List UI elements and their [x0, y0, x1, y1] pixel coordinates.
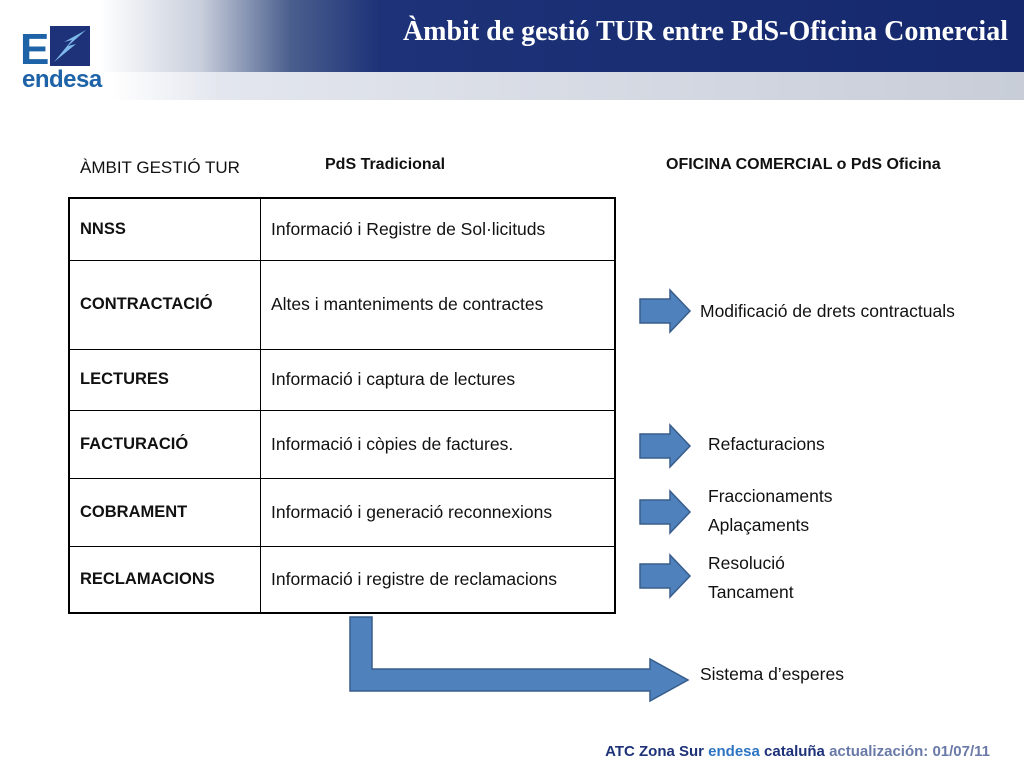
row-key: COBRAMENT: [69, 478, 261, 546]
row-key: LECTURES: [69, 349, 261, 410]
page-title: Àmbit de gestió TUR entre PdS-Oficina Comercial: [402, 16, 1008, 47]
row-value: Informació i registre de reclamacions: [261, 546, 616, 613]
oficina-reclamacions-1: Resolució: [708, 553, 785, 573]
column-heading-oficina: OFICINA COMERCIAL o PdS Oficina: [666, 156, 941, 173]
arrow-right-icon: [640, 290, 690, 332]
oficina-contractacio: Modificació de drets contractuals: [700, 301, 955, 321]
logo-text: endesa: [22, 66, 102, 93]
footer-brand: endesa: [708, 743, 760, 760]
row-value: Informació i captura de lectures: [261, 349, 616, 410]
arrow-right-icon: [640, 425, 690, 467]
row-key: CONTRACTACIÓ: [69, 260, 261, 349]
logo-mark: E: [20, 25, 50, 72]
row-value: Altes i manteniments de contractes: [261, 260, 616, 349]
sistema-esperes: Sistema d’esperes: [700, 664, 844, 684]
footer: [605, 743, 990, 760]
arrow-right-icon: [640, 491, 690, 533]
row-value: Informació i generació reconnexions: [261, 478, 616, 546]
row-value: Informació i còpies de factures.: [261, 410, 616, 478]
footer-zone: ATC Zona Sur: [605, 743, 704, 760]
oficina-reclamacions-2: Tancament: [708, 582, 794, 602]
oficina-facturacio: Refacturacions: [708, 434, 825, 454]
oficina-cobrament-2: Aplaçaments: [708, 515, 810, 535]
bent-arrow-icon: [350, 617, 688, 701]
row-key: NNSS: [69, 198, 261, 260]
row-value: Informació i Registre de Sol·licituds: [261, 198, 616, 260]
oficina-cobrament-1: Fraccionaments: [708, 486, 833, 506]
row-key: RECLAMACIONS: [69, 546, 261, 613]
row-key: FACTURACIÓ: [69, 410, 261, 478]
arrow-right-icon: [640, 555, 690, 597]
column-heading-ambit: ÀMBIT GESTIÓ TUR: [80, 158, 240, 177]
column-heading-pds: PdS Tradicional: [325, 156, 446, 173]
footer-region: cataluña: [764, 743, 825, 760]
footer-date: actualización: 01/07/11: [829, 743, 990, 760]
